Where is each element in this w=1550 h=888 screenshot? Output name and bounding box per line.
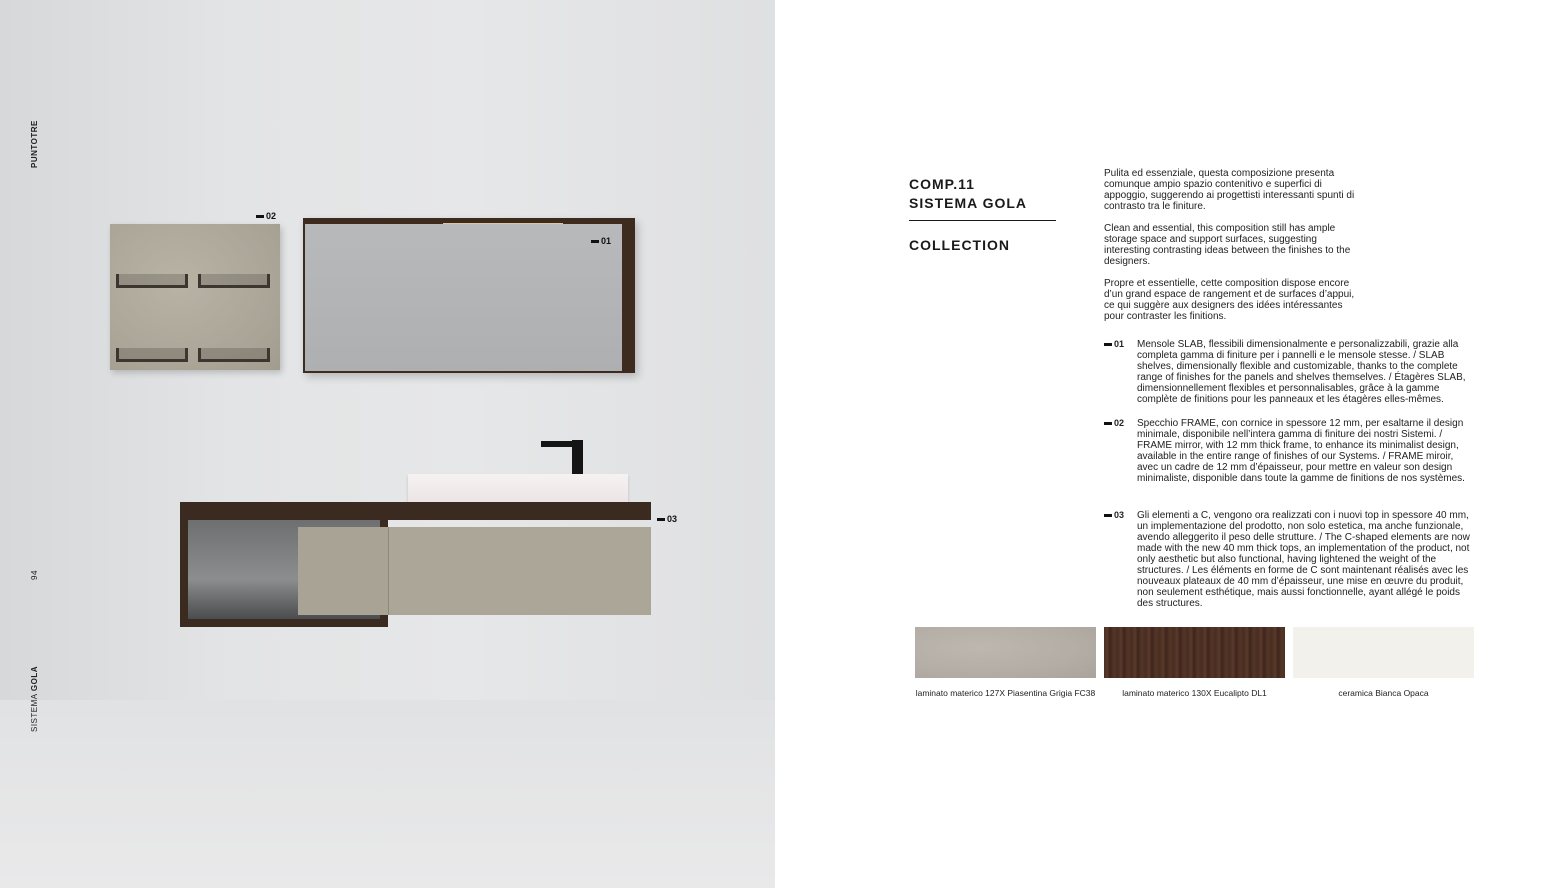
title-line1: COMP.11 [909,176,975,192]
note-number: 03 [1104,510,1124,521]
intro-french: Propre et essentielle, cette composition dispose encore d’un grand espace de rangement et de surfaces d’appui, ce qui suggère aux designers des idées intéressantes pour contraster les finitions. [1104,278,1355,322]
slab-shelf [116,348,188,362]
mirror-glass [305,224,622,371]
swatch-label: laminato materico 127X Piasentina Grigia FC38 [915,688,1096,698]
intro-english: Clean and essential, this composition still has ample storage space and support surfaces, suggesting interesting contrasting ideas between the finishes to the designers. [1104,223,1351,267]
marker-03: 03 [657,514,677,524]
faucet-spout [541,441,579,447]
note-number: 02 [1104,418,1124,429]
title-line2: SISTEMA GOLA [909,195,1028,211]
note-number: 01 [1104,339,1124,350]
vanity-drawer [389,527,651,615]
page-number: 94 [30,570,39,580]
collection-subtitle: COLLECTION [909,237,1010,253]
slab-shelf-panel [110,224,280,370]
composition-title [909,175,1027,213]
vanity-top [180,502,651,520]
slab-shelf [116,274,188,288]
swatch-label: laminato materico 130X Eucalipto DL1 [1122,688,1267,698]
swatch-piasentina-grigia [915,627,1096,678]
swatch-label: ceramica Bianca Opaca [1338,688,1429,698]
note-text: Specchio FRAME, con cornice in spessore 12 mm, per esaltarne il design minimale, disponibile nell’intera gamma di finiture dei nostri Sistemi. / FRAME mirror, with 12 mm thick frame, to enhance its minimalist design, available in the entire range of finishes of our Systems. / FRAME miroir, avec un cadre de 12 mm d’épaisseur, pour mettre en valeur son design minimaliste, disponible dans toute la gamme de finitions de nos systèmes. [1137,418,1465,484]
note-text: Gli elementi a C, vengono ora realizzati con i nuovi top in spessore 40 mm, un implementazione del prodotto, non solo estetica, ma anche funzionale, avendo alleggerito il peso delle strutture. / The C-shaped elements are now made with the new 40 mm thick tops, an implementation of the product, not only aesthetic but also functional, having lightened the weight of the structures. / Les éléments en forme de C sont maintenant réalisés avec les nouveaux plateaux de 40 mm d’épaisseur, une mise en œuvre du produit, non seulement esthétique, mais aussi fonctionnelle, ayant allégé le poids des structures. [1137,510,1470,609]
intro-italian: Pulita ed essenziale, questa composizione presenta comunque ampio spazio contenitivo e superfici di appoggio, suggerendo ai progettisti interessanti spunti di contrasto tra le finiture. [1104,168,1355,212]
swatch-eucalipto [1104,627,1285,678]
brand-label: PUNTOTRE [30,120,39,168]
floor [0,700,775,888]
vanity-door [298,527,389,615]
slab-shelf [198,348,270,362]
marker-02: 02 [256,211,276,221]
swatch-bianca-opaca [1293,627,1474,678]
marker-01: 01 [591,236,611,246]
title-divider [909,220,1056,221]
note-text: Mensole SLAB, flessibili dimensionalmente e personalizzabili, grazie alla completa gamma di finiture per i pannelli e le mensole stesse. / SLAB shelves, dimensionally flexible and customizable, thanks to the complete range of finishes for the panels and shelves themselves. / Étagères SLAB, dimensionnellement flexibles et personnalisables, grâce à la gamme complète de finitions pour les panneaux et les étagères elles-mêmes. [1137,339,1466,405]
frame-mirror [303,218,635,373]
slab-shelf [198,274,270,288]
section-label: SISTEMA GOLA [30,665,39,732]
